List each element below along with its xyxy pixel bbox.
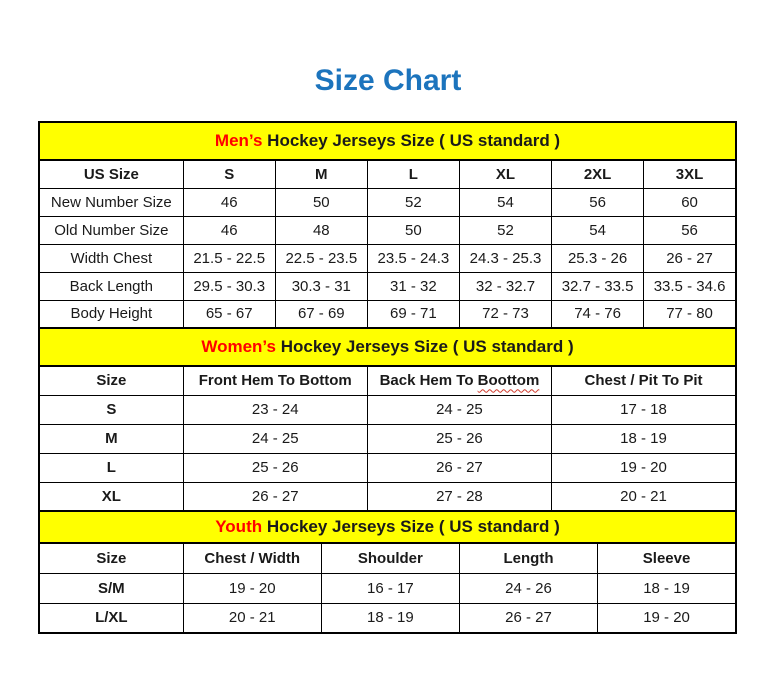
- table-row: [39, 216, 736, 244]
- youth-section-title-highlight: Youth: [215, 517, 263, 536]
- value-cell: 22.5 - 23.5: [275, 244, 367, 272]
- row-label: Body Height: [39, 300, 183, 328]
- mens-section-title-highlight: Men’s: [214, 131, 263, 150]
- womens-col-back-hem: [367, 366, 551, 395]
- mens-col-2xl: 2XL: [552, 160, 644, 188]
- table-row: [39, 603, 736, 633]
- size-chart-table: [38, 121, 737, 634]
- youth-col-shoulder: Shoulder: [321, 543, 459, 573]
- mens-section-title-rest: Hockey Jerseys Size ( US standard ): [262, 131, 561, 150]
- value-cell: 24 - 26: [459, 573, 597, 603]
- womens-col-chest-pit: Chest / Pit To Pit: [552, 366, 736, 395]
- row-label: L: [39, 453, 183, 482]
- youth-col-size: Size: [39, 543, 183, 573]
- value-cell: 19 - 20: [552, 453, 736, 482]
- table-row: [39, 453, 736, 482]
- value-cell: 69 - 71: [367, 300, 459, 328]
- value-cell: 16 - 17: [321, 573, 459, 603]
- page-title: Size Chart: [314, 64, 462, 97]
- value-cell: 50: [275, 188, 367, 216]
- value-cell: 32 - 32.7: [459, 272, 551, 300]
- value-cell: 29.5 - 30.3: [183, 272, 275, 300]
- mens-column-header-row: [39, 160, 736, 188]
- value-cell: 52: [367, 188, 459, 216]
- table-row: [39, 188, 736, 216]
- value-cell: 32.7 - 33.5: [552, 272, 644, 300]
- youth-column-header-row: [39, 543, 736, 573]
- value-cell: 26 - 27: [644, 244, 736, 272]
- value-cell: 19 - 20: [183, 573, 321, 603]
- row-label: M: [39, 424, 183, 453]
- womens-col-back-hem-misspelled-word: Boottom: [477, 372, 540, 390]
- value-cell: 24 - 25: [183, 424, 367, 453]
- table-row: [39, 244, 736, 272]
- value-cell: 56: [552, 188, 644, 216]
- value-cell: 25 - 26: [183, 453, 367, 482]
- youth-section-title: [39, 511, 736, 543]
- youth-section-title-rest: Hockey Jerseys Size ( US standard ): [262, 517, 560, 536]
- womens-col-size: Size: [39, 366, 183, 395]
- value-cell: 25 - 26: [367, 424, 551, 453]
- row-label: Back Length: [39, 272, 183, 300]
- value-cell: 26 - 27: [367, 453, 551, 482]
- womens-section-title-highlight: Women’s: [201, 337, 276, 356]
- table-row: [39, 573, 736, 603]
- value-cell: 27 - 28: [367, 482, 551, 511]
- row-label: L/XL: [39, 603, 183, 633]
- mens-section-band-row: [39, 122, 736, 160]
- mens-col-xl: XL: [459, 160, 551, 188]
- value-cell: 24 - 25: [367, 395, 551, 424]
- value-cell: 50: [367, 216, 459, 244]
- womens-section-band-row: [39, 328, 736, 366]
- value-cell: 26 - 27: [459, 603, 597, 633]
- value-cell: 18 - 19: [552, 424, 736, 453]
- value-cell: 18 - 19: [321, 603, 459, 633]
- mens-col-l: L: [367, 160, 459, 188]
- value-cell: 17 - 18: [552, 395, 736, 424]
- value-cell: 23 - 24: [183, 395, 367, 424]
- row-label: S/M: [39, 573, 183, 603]
- value-cell: 65 - 67: [183, 300, 275, 328]
- value-cell: 25.3 - 26: [552, 244, 644, 272]
- value-cell: 18 - 19: [598, 573, 736, 603]
- mens-col-3xl: 3XL: [644, 160, 736, 188]
- table-row: [39, 300, 736, 328]
- mens-col-m: M: [275, 160, 367, 188]
- value-cell: 26 - 27: [183, 482, 367, 511]
- row-label: XL: [39, 482, 183, 511]
- value-cell: 46: [183, 188, 275, 216]
- value-cell: 23.5 - 24.3: [367, 244, 459, 272]
- table-row: [39, 272, 736, 300]
- value-cell: 54: [552, 216, 644, 244]
- value-cell: 72 - 73: [459, 300, 551, 328]
- womens-col-back-hem-prefix: Back Hem To: [379, 372, 478, 390]
- womens-col-front-hem: Front Hem To Bottom: [183, 366, 367, 395]
- row-label: Old Number Size: [39, 216, 183, 244]
- row-label: Width Chest: [39, 244, 183, 272]
- value-cell: 21.5 - 22.5: [183, 244, 275, 272]
- value-cell: 67 - 69: [275, 300, 367, 328]
- value-cell: 24.3 - 25.3: [459, 244, 551, 272]
- youth-col-sleeve: Sleeve: [598, 543, 736, 573]
- row-label: S: [39, 395, 183, 424]
- mens-col-us-size: US Size: [39, 160, 183, 188]
- value-cell: 31 - 32: [367, 272, 459, 300]
- value-cell: 19 - 20: [598, 603, 736, 633]
- value-cell: 60: [644, 188, 736, 216]
- womens-section-title-rest: Hockey Jerseys Size ( US standard ): [275, 337, 574, 356]
- youth-section-band-row: [39, 511, 736, 543]
- youth-col-chest-width: Chest / Width: [183, 543, 321, 573]
- mens-col-s: S: [183, 160, 275, 188]
- table-row: [39, 482, 736, 511]
- value-cell: 46: [183, 216, 275, 244]
- table-row: [39, 395, 736, 424]
- value-cell: 77 - 80: [644, 300, 736, 328]
- table-row: [39, 424, 736, 453]
- mens-section-title: [39, 122, 736, 160]
- value-cell: 33.5 - 34.6: [644, 272, 736, 300]
- value-cell: 20 - 21: [183, 603, 321, 633]
- womens-section-title: [39, 328, 736, 366]
- row-label: New Number Size: [39, 188, 183, 216]
- value-cell: 48: [275, 216, 367, 244]
- value-cell: 56: [644, 216, 736, 244]
- value-cell: 54: [459, 188, 551, 216]
- value-cell: 20 - 21: [552, 482, 736, 511]
- youth-col-length: Length: [459, 543, 597, 573]
- womens-column-header-row: [39, 366, 736, 395]
- value-cell: 30.3 - 31: [275, 272, 367, 300]
- value-cell: 52: [459, 216, 551, 244]
- value-cell: 74 - 76: [552, 300, 644, 328]
